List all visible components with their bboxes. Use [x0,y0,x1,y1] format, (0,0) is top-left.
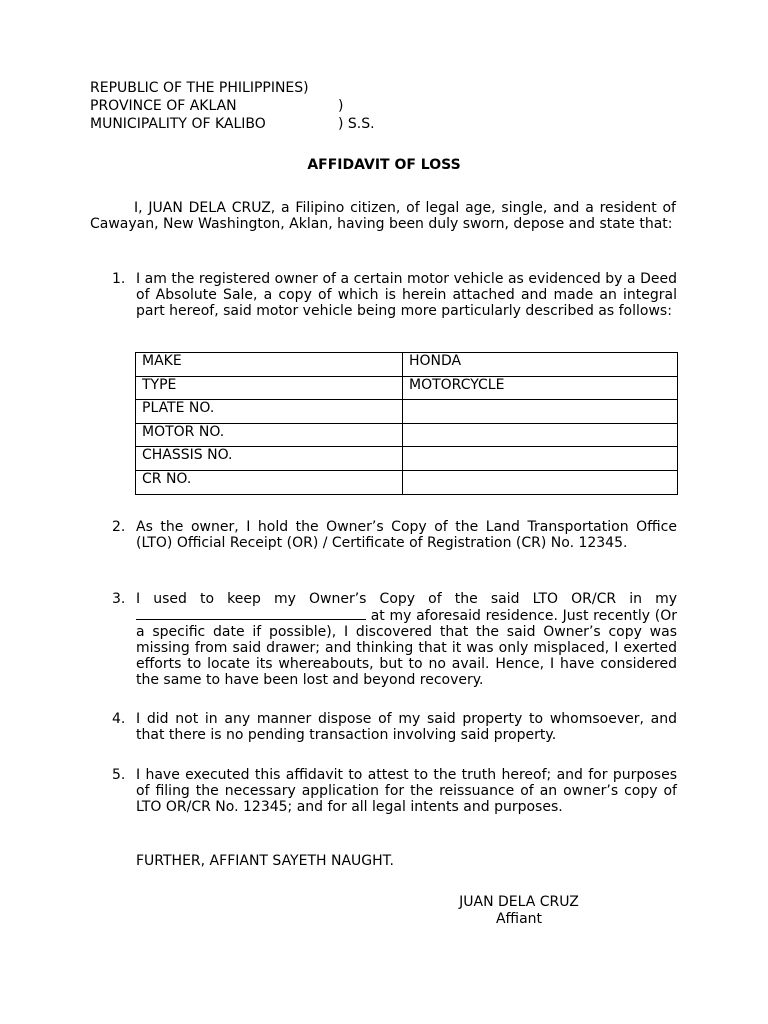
table-cell-label: PLATE NO. [136,400,403,424]
item-text: I did not in any manner dispose of my said property to whomsoever, and that there is no pending transaction involving said property. [136,711,677,743]
table-row [136,423,678,447]
list-item [112,711,677,743]
closing-statement: FURTHER, AFFIANT SAYETH NAUGHT. [136,853,395,869]
table-row [136,353,678,377]
item-number: 1. [112,271,126,287]
table-cell-label: CR NO. [136,470,403,494]
list-item [112,767,677,815]
table-cell-value [403,447,678,471]
table-cell-value [403,470,678,494]
affiant-name: JUAN DELA CRUZ [459,894,579,910]
vehicle-details-table [135,352,678,495]
table-row [136,400,678,424]
table-row [136,376,678,400]
list-item [112,271,677,319]
intro-paragraph: I, JUAN DELA CRUZ, a Filipino citizen, of legal age, single, and a resident of Cawayan, New Washington, Aklan, having been duly sworn, depose and state that: [90,200,676,232]
table-cell-value: HONDA [403,353,678,377]
venue-line-country: REPUBLIC OF THE PHILIPPINES) [90,80,309,96]
table-cell-value [403,400,678,424]
table-cell-value: MOTORCYCLE [403,376,678,400]
signature-block [452,894,586,928]
table-cell-label: MAKE [136,353,403,377]
table-cell-label: MOTOR NO. [136,423,403,447]
item-text: I am the registered owner of a certain motor vehicle as evidenced by a Deed of Absolute Sale, a copy of which is herein attached and made an integral part hereof, said motor vehicle being more particularly described as follows: [136,271,677,319]
venue-line-municipality: MUNICIPALITY OF KALIBO ) S.S. [90,116,375,132]
item-text: I have executed this affidavit to attest to the truth hereof; and for purposes of filing the necessary application for the reissuance of an owner’s copy of LTO OR/CR No. 12345; and for all legal intents and purposes. [136,767,677,815]
list-item [112,591,677,688]
table-cell-label: CHASSIS NO. [136,447,403,471]
item-text: As the owner, I hold the Owner’s Copy of the Land Transportation Office (LTO) Official Receipt (OR) / Certificate of Registration (CR) No. 12345. [136,519,677,551]
item-number: 4. [112,711,126,727]
venue-line-province: PROVINCE OF AKLAN ) [90,98,344,114]
item-number: 3. [112,591,126,607]
affiant-role: Affiant [495,911,543,927]
item-number: 5. [112,767,126,783]
list-item [112,519,677,551]
page-title: AFFIDAVIT OF LOSS [307,157,461,173]
blank-line [136,607,366,620]
table-cell-label: TYPE [136,376,403,400]
item-number: 2. [112,519,126,535]
item-text: I used to keep my Owner’s Copy of the said LTO OR/CR in my at my aforesaid residence. Just recently (Or a specific date if possible), I discovered that the said Owner’s copy was missing from said drawer; and thinking that it was only misplaced, I exerted efforts to locate its whereabouts, but to no avail. Hence, I have considered the same to have been lost and beyond recovery. [136,591,677,688]
table-cell-value [403,423,678,447]
table-row [136,447,678,471]
table-row [136,470,678,494]
venue-block [90,79,375,133]
